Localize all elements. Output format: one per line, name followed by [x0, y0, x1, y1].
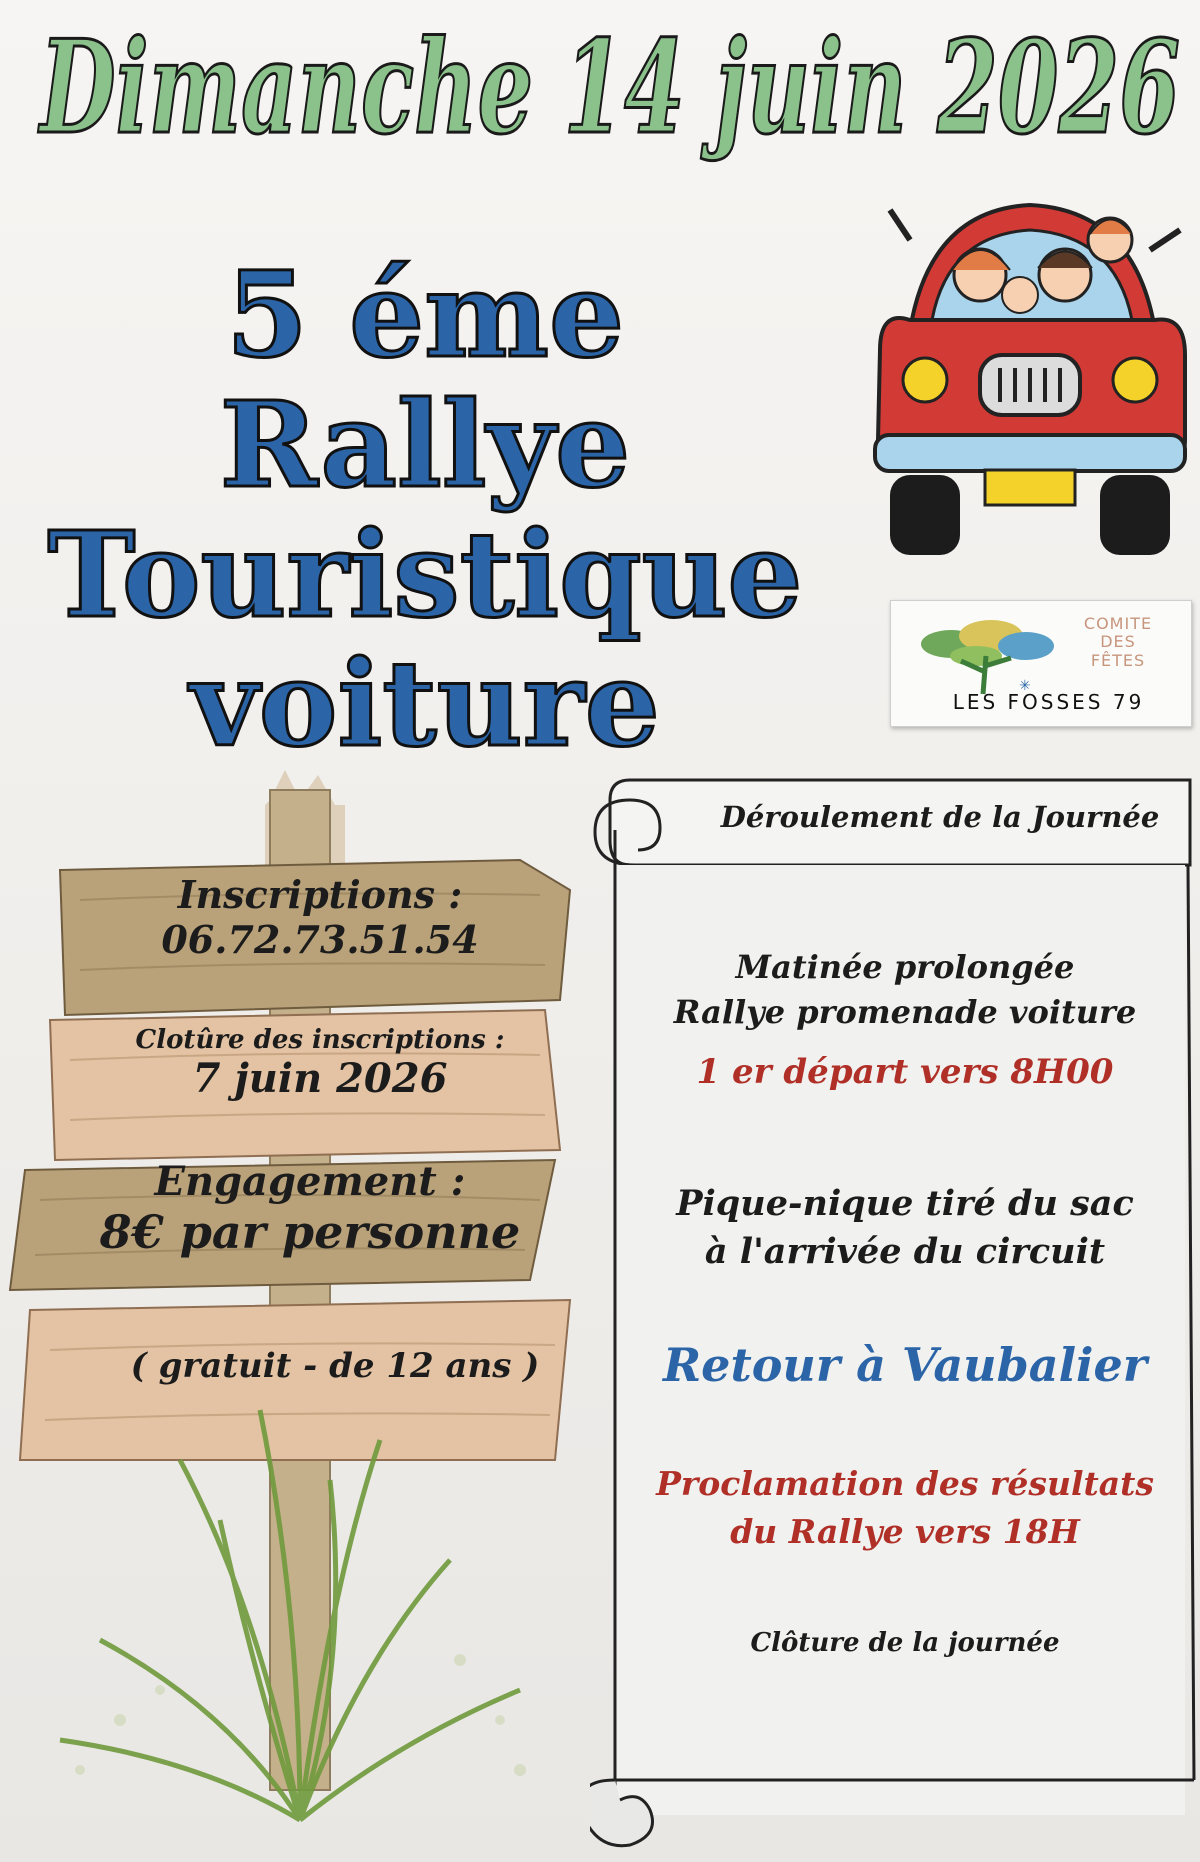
morning-line2: Rallye promenade voiture: [673, 992, 1137, 1031]
sign-engagement: [90, 1158, 530, 1259]
program-closing: Clôture de la journée: [750, 1628, 1060, 1658]
engagement-price: 8€ par personne: [99, 1205, 521, 1259]
morning-line1: Matinée prolongée: [735, 948, 1075, 986]
free-note: ( gratuit - de 12 ans ): [130, 1346, 540, 1386]
program-morning: [640, 945, 1170, 1035]
car-illustration: [870, 190, 1190, 560]
program-title: Déroulement de la Journée: [720, 800, 1160, 834]
logo-comite-text: [1063, 615, 1173, 670]
program-results: [640, 1460, 1170, 1556]
picnic-line2: à l'arrivée du circuit: [704, 1231, 1106, 1273]
rally-title-line1: 5 éme Rallye: [219, 245, 631, 514]
closing-label: Clotûre des inscriptions :: [135, 1025, 505, 1055]
logo-place-text: LES FOSSES 79: [952, 690, 1145, 714]
engagement-label: Engagement :: [154, 1158, 466, 1205]
rally-title-line2: Touristique: [47, 504, 803, 644]
rally-title-line3: voiture: [190, 634, 660, 774]
sign-closing: [120, 1025, 520, 1102]
svg-text:✳: ✳: [1019, 678, 1031, 694]
inscriptions-label: Inscriptions :: [177, 872, 463, 917]
inscriptions-phone: 06.72.73.51.54: [161, 917, 479, 962]
sign-inscriptions: [130, 872, 510, 962]
picnic-line1: Pique-nique tiré du sac: [676, 1183, 1134, 1224]
rally-title: [10, 245, 840, 774]
event-date-title: [30, 0, 1190, 170]
comite-des-fetes-logo: [890, 600, 1192, 727]
results-line1: Proclamation des résultats: [656, 1464, 1154, 1503]
program-return: Retour à Vaubalier: [662, 1338, 1148, 1392]
event-date-text: Dimanche 14 juin 2026: [37, 13, 1180, 163]
program-picnic: [640, 1180, 1170, 1277]
logo-comite-line1: COMITE: [1083, 614, 1153, 633]
logo-comite-line3: FÊTES: [1090, 650, 1146, 670]
closing-date: 7 juin 2026: [192, 1055, 448, 1102]
program-departure: 1 er départ vers 8H00: [696, 1052, 1114, 1092]
program-scroll: [590, 770, 1200, 1860]
tree-logo-icon: [911, 616, 1061, 696]
logo-comite-line2: DES: [1100, 632, 1136, 652]
results-line2: du Rallye vers 18H: [730, 1511, 1080, 1551]
